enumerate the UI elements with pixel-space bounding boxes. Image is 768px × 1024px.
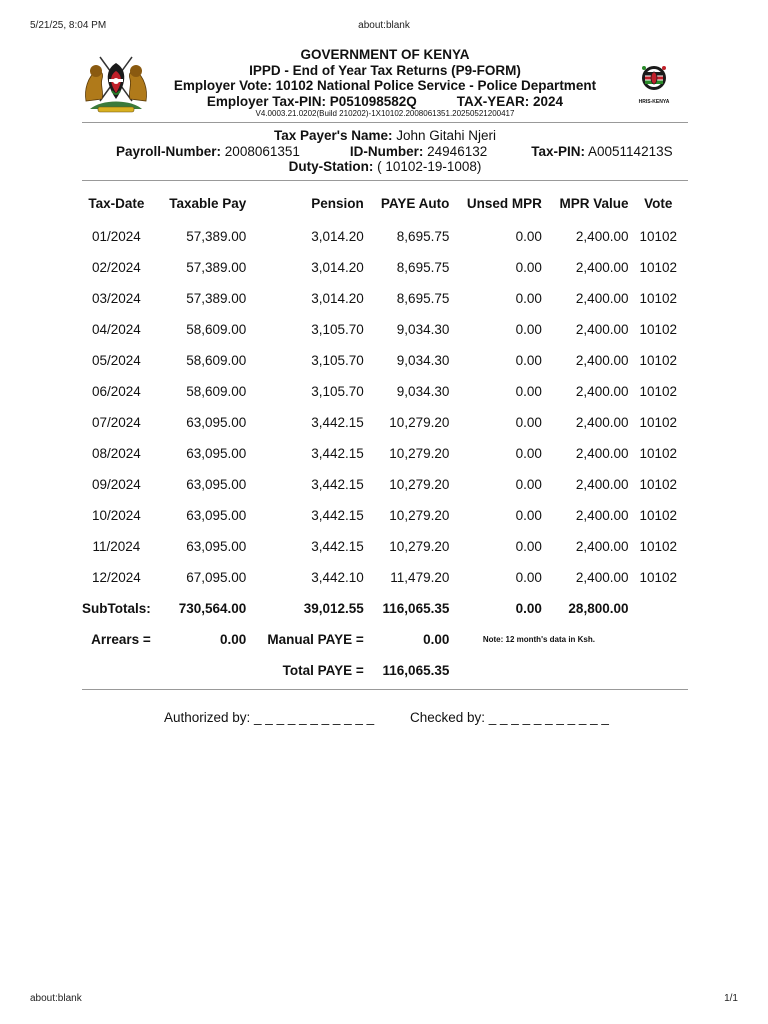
cell-mpr-value: 2,400.00 (575, 507, 629, 523)
duty-station-row (82, 159, 688, 175)
cell-pension: 3,014.20 (311, 259, 364, 275)
cell-pension: 3,442.15 (311, 476, 364, 492)
cell-paye-auto: 10,279.20 (389, 445, 450, 461)
cell-taxable-pay: 63,095.00 (186, 507, 247, 523)
hris-kenya-logo (634, 64, 674, 104)
cell-pension: 3,105.70 (311, 352, 364, 368)
taxpayer-ids-row (82, 144, 688, 160)
cell-vote: 10102 (639, 290, 678, 306)
table-summary (82, 593, 688, 686)
cell-unused-mpr: 0.00 (515, 414, 542, 430)
duty-station-label: Duty-Station: (288, 159, 374, 174)
subtotal-pension: 39,012.55 (303, 600, 364, 616)
cell-vote: 10102 (639, 321, 678, 337)
total-paye-label: Total PAYE = (282, 662, 364, 678)
arrears-label: Arrears = (91, 631, 151, 647)
cell-paye-auto: 10,279.20 (389, 414, 450, 430)
cell-pension: 3,014.20 (311, 290, 364, 306)
cell-tax-date: 05/2024 (91, 352, 141, 368)
subtotal-mpr-value: 28,800.00 (568, 600, 629, 616)
header-vote: Vote (644, 196, 673, 211)
print-page-title: about:blank (358, 20, 410, 31)
cell-pension: 3,442.15 (311, 507, 364, 523)
cell-mpr-value: 2,400.00 (575, 445, 629, 461)
cell-mpr-value: 2,400.00 (575, 538, 629, 554)
table-row (82, 531, 688, 562)
divider-middle (82, 180, 688, 181)
cell-pension: 3,105.70 (311, 383, 364, 399)
subtotal-paye: 116,065.35 (382, 600, 450, 616)
cell-tax-date: 02/2024 (91, 259, 141, 275)
duty-station: ( 10102-19-1008) (377, 159, 482, 174)
arrears-vote-empty (628, 624, 688, 655)
cell-mpr-value: 2,400.00 (575, 569, 629, 585)
cell-taxable-pay: 57,389.00 (186, 290, 247, 306)
taxpayer-name: John Gitahi Njeri (396, 128, 497, 143)
cell-mpr-value: 2,400.00 (575, 414, 629, 430)
cell-paye-auto: 10,279.20 (389, 476, 450, 492)
cell-unused-mpr: 0.00 (515, 445, 542, 461)
cell-vote: 10102 (639, 538, 678, 554)
cell-tax-date: 04/2024 (91, 321, 141, 337)
cell-pension: 3,442.10 (311, 569, 364, 585)
p9-tax-table (82, 187, 688, 686)
header-tax-date: Tax-Date (88, 196, 145, 211)
cell-tax-date: 07/2024 (91, 414, 141, 430)
print-datetime: 5/21/25, 8:04 PM (30, 20, 107, 31)
cell-pension: 3,442.15 (311, 538, 364, 554)
id-number-group (350, 144, 487, 160)
header-unused-mpr: Unsed MPR (466, 196, 542, 211)
cell-pension: 3,014.20 (311, 228, 364, 244)
employer-vote: Employer Vote: 10102 National Police Service - Police Department (173, 78, 597, 93)
arrears-row (82, 624, 688, 655)
taxpayer-name-row (82, 128, 688, 144)
cell-mpr-value: 2,400.00 (575, 352, 629, 368)
cell-tax-date: 08/2024 (91, 445, 141, 461)
cell-tax-date: 10/2024 (91, 507, 141, 523)
payroll-number-group (116, 144, 300, 160)
cell-unused-mpr: 0.00 (515, 476, 542, 492)
cell-tax-date: 09/2024 (91, 476, 141, 492)
cell-pension: 3,442.15 (311, 414, 364, 430)
cell-unused-mpr: 0.00 (515, 228, 542, 244)
form-header (82, 46, 688, 122)
checked-by: Checked by: _ _ _ _ _ _ _ _ _ _ _ (410, 710, 609, 725)
cell-unused-mpr: 0.00 (515, 259, 542, 275)
version-string: V4.0003.21.0202(Build 210202)-1X10102.2008061351.20250521200417 (255, 109, 515, 118)
cell-taxable-pay: 58,609.00 (186, 352, 247, 368)
table-row (82, 500, 688, 531)
print-page-count: 1/1 (724, 993, 738, 1004)
cell-vote: 10102 (639, 445, 678, 461)
table-body (82, 221, 688, 593)
cell-vote: 10102 (639, 259, 678, 275)
cell-taxable-pay: 57,389.00 (186, 259, 247, 275)
tax-pin-group (531, 144, 672, 160)
cell-mpr-value: 2,400.00 (575, 321, 629, 337)
hris-emblem-icon (634, 64, 674, 94)
cell-taxable-pay: 63,095.00 (186, 414, 247, 430)
cell-paye-auto: 9,034.30 (396, 383, 450, 399)
cell-unused-mpr: 0.00 (515, 321, 542, 337)
manual-paye-value: 0.00 (423, 631, 450, 647)
divider-bottom (82, 689, 688, 690)
tax-pin: A005114213S (588, 143, 673, 159)
cell-vote: 10102 (639, 228, 678, 244)
cell-unused-mpr: 0.00 (515, 383, 542, 399)
manual-paye-label: Manual PAYE = (267, 631, 364, 647)
cell-mpr-value: 2,400.00 (575, 228, 629, 244)
cell-mpr-value: 2,400.00 (575, 383, 629, 399)
cell-tax-date: 03/2024 (91, 290, 141, 306)
subtotal-taxable-pay: 730,564.00 (178, 600, 247, 616)
cell-unused-mpr: 0.00 (515, 290, 542, 306)
cell-taxable-pay: 58,609.00 (186, 383, 247, 399)
total-empty-3 (449, 655, 542, 686)
table-row (82, 469, 688, 500)
cell-taxable-pay: 57,389.00 (186, 228, 247, 244)
form-title: IPPD - End of Year Tax Returns (P9-FORM) (249, 62, 521, 78)
cell-tax-date: 12/2024 (91, 569, 141, 585)
cell-unused-mpr: 0.00 (515, 569, 542, 585)
subtotals-row (82, 593, 688, 624)
authorized-by: Authorized by: _ _ _ _ _ _ _ _ _ _ _ (164, 710, 375, 725)
cell-unused-mpr: 0.00 (515, 538, 542, 554)
employer-tax-pin: Employer Tax-PIN: P051098582Q (206, 93, 417, 109)
cell-tax-date: 06/2024 (91, 383, 141, 399)
p9-form (82, 46, 688, 690)
cell-paye-auto: 10,279.20 (389, 538, 450, 554)
cell-vote: 10102 (639, 476, 678, 492)
cell-taxable-pay: 63,095.00 (186, 445, 247, 461)
cell-pension: 3,442.15 (311, 445, 364, 461)
header-mpr-value: MPR Value (559, 196, 629, 211)
cell-tax-date: 01/2024 (91, 228, 141, 244)
table-header-row (82, 187, 688, 221)
table-row (82, 376, 688, 407)
tax-year: TAX-YEAR: 2024 (456, 93, 564, 109)
total-empty-2 (151, 655, 247, 686)
total-paye-row (82, 655, 688, 686)
government-title: GOVERNMENT OF KENYA (300, 47, 470, 62)
id-number-label: ID-Number: (349, 143, 424, 159)
cell-taxable-pay: 67,095.00 (186, 569, 247, 585)
cell-taxable-pay: 58,609.00 (186, 321, 247, 337)
table-row (82, 438, 688, 469)
tax-pin-label: Tax-PIN: (531, 143, 585, 159)
subtotal-vote-empty (628, 593, 688, 624)
table-row (82, 252, 688, 283)
cell-paye-auto: 8,695.75 (396, 290, 450, 306)
cell-taxable-pay: 63,095.00 (186, 476, 247, 492)
cell-mpr-value: 2,400.00 (575, 259, 629, 275)
taxpayer-block (82, 123, 688, 180)
cell-vote: 10102 (639, 352, 678, 368)
total-empty-4 (542, 655, 629, 686)
taxpayer-name-label: Tax Payer's Name: (273, 128, 393, 143)
cell-paye-auto: 8,695.75 (396, 259, 450, 275)
cell-vote: 10102 (639, 383, 678, 399)
cell-unused-mpr: 0.00 (515, 352, 542, 368)
payroll-number: 2008061351 (224, 143, 300, 159)
total-empty-5 (628, 655, 688, 686)
table-row (82, 283, 688, 314)
id-number: 24946132 (427, 143, 488, 159)
cell-vote: 10102 (639, 414, 678, 430)
cell-vote: 10102 (639, 507, 678, 523)
table-row (82, 562, 688, 593)
kenya-coat-of-arms-icon (82, 51, 150, 115)
cell-paye-auto: 9,034.30 (396, 321, 450, 337)
cell-paye-auto: 9,034.30 (396, 352, 450, 368)
cell-pension: 3,105.70 (311, 321, 364, 337)
total-empty-1 (82, 655, 151, 686)
table-row (82, 314, 688, 345)
header-pension: Pension (311, 196, 364, 211)
cell-tax-date: 11/2024 (92, 538, 141, 554)
cell-paye-auto: 8,695.75 (396, 228, 450, 244)
cell-mpr-value: 2,400.00 (575, 290, 629, 306)
header-paye-auto: PAYE Auto (380, 196, 450, 211)
cell-taxable-pay: 63,095.00 (186, 538, 247, 554)
header-taxable-pay: Taxable Pay (169, 196, 247, 211)
table-row (82, 221, 688, 252)
cell-mpr-value: 2,400.00 (575, 476, 629, 492)
subtotal-unused-mpr: 0.00 (515, 600, 542, 616)
table-row (82, 345, 688, 376)
print-footer-url: about:blank (30, 993, 82, 1004)
cell-paye-auto: 10,279.20 (389, 507, 450, 523)
table-row (82, 407, 688, 438)
total-paye-value: 116,065.35 (382, 662, 450, 678)
currency-note: Note: 12 month's data in Ksh. (482, 634, 595, 644)
arrears-value: 0.00 (220, 631, 247, 647)
hris-label: HRIS-KENYA (638, 99, 670, 105)
cell-vote: 10102 (639, 569, 678, 585)
payroll-number-label: Payroll-Number: (116, 143, 222, 159)
subtotals-label: SubTotals: (82, 600, 151, 616)
cell-unused-mpr: 0.00 (515, 507, 542, 523)
employer-pin-row (82, 94, 688, 110)
cell-paye-auto: 11,479.20 (390, 569, 450, 585)
